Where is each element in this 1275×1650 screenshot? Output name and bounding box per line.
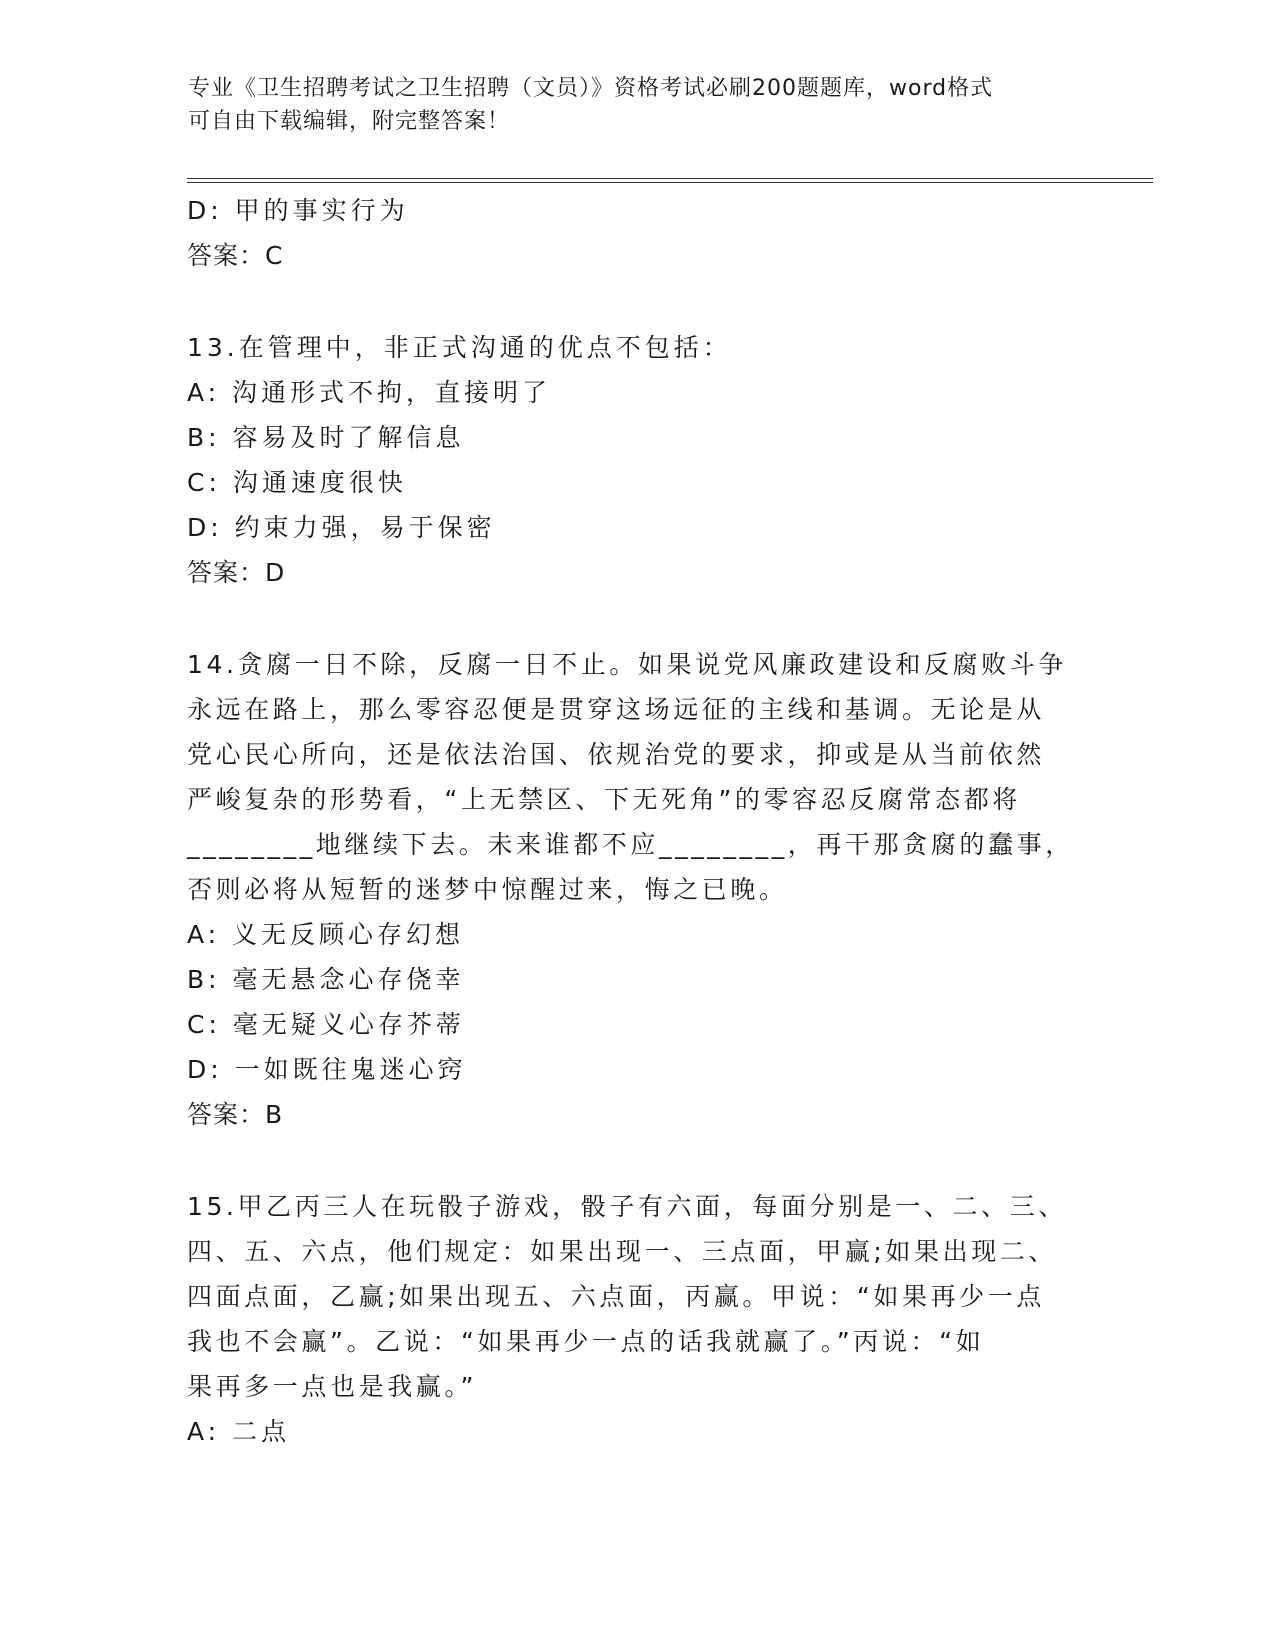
question-13	[187, 325, 1107, 595]
option-a: A: 沟通形式不拘，直接明了	[187, 378, 552, 407]
question-12-tail	[187, 188, 1107, 278]
header-line-2: 可自由下载编辑，附完整答案！	[188, 109, 511, 134]
question-stem-line: 四、五、六点，他们规定：如果出现一、三点面，甲赢;如果出现二、	[187, 1237, 1058, 1266]
option-c: C: 毫无疑义心存芥蒂	[187, 1010, 465, 1039]
option-c: C: 沟通速度很快	[187, 468, 407, 497]
option-b: B: 毫无悬念心存侥幸	[187, 965, 465, 994]
answer: 答案：C	[187, 241, 284, 270]
question-stem-line: 我也不会赢”。乙说：“如果再少一点的话我就赢了。”丙说：“如	[187, 1327, 985, 1356]
option-a: A: 义无反顾心存幻想	[187, 920, 465, 949]
option-d: D: 甲的事实行为	[187, 196, 409, 225]
question-stem-line: 四面点面，乙赢;如果出现五、六点面，丙赢。甲说：“如果再少一点	[187, 1282, 1045, 1311]
page-header	[188, 72, 1078, 138]
option-d: D: 约束力强，易于保密	[187, 513, 496, 542]
question-stem-line: 15.甲乙丙三人在玩骰子游戏，骰子有六面，每面分别是一、二、三、	[187, 1192, 1067, 1221]
question-14	[187, 642, 1107, 1137]
question-stem-line: 永远在路上，那么零容忍便是贯穿这场远征的主线和基调。无论是从	[187, 695, 1046, 724]
header-divider-top	[187, 178, 1153, 179]
header-divider-bottom	[187, 182, 1153, 183]
option-a: A: 二点	[187, 1417, 291, 1446]
answer: 答案：D	[187, 558, 286, 587]
header-line-1: 专业《卫生招聘考试之卫生招聘（文员）》资格考试必刷200题题库，word格式	[188, 76, 994, 101]
question-stem-line: 严峻复杂的形势看，“上无禁区、下无死角”的零容忍反腐常态都将	[187, 785, 1021, 814]
option-d: D: 一如既往鬼迷心窍	[187, 1055, 467, 1084]
question-15	[187, 1184, 1107, 1454]
question-stem-line: ________地继续下去。未来谁都不应________，再干那贪腐的蠢事，	[187, 830, 1074, 859]
question-stem-line: 14.贪腐一日不除，反腐一日不止。如果说党风廉政建设和反腐败斗争	[187, 650, 1067, 679]
question-list	[187, 188, 1107, 1454]
question-stem: 13.在管理中，非正式沟通的优点不包括：	[187, 333, 732, 362]
question-stem-line: 否则必将从短暂的迷梦中惊醒过来，悔之已晚。	[187, 875, 788, 904]
option-b: B: 容易及时了解信息	[187, 423, 465, 452]
question-stem-line: 党心民心所向，还是依法治国、依规治党的要求，抑或是从当前依然	[187, 740, 1046, 769]
question-stem-line: 果再多一点也是我赢。”	[187, 1372, 478, 1401]
answer: 答案：B	[187, 1100, 284, 1129]
